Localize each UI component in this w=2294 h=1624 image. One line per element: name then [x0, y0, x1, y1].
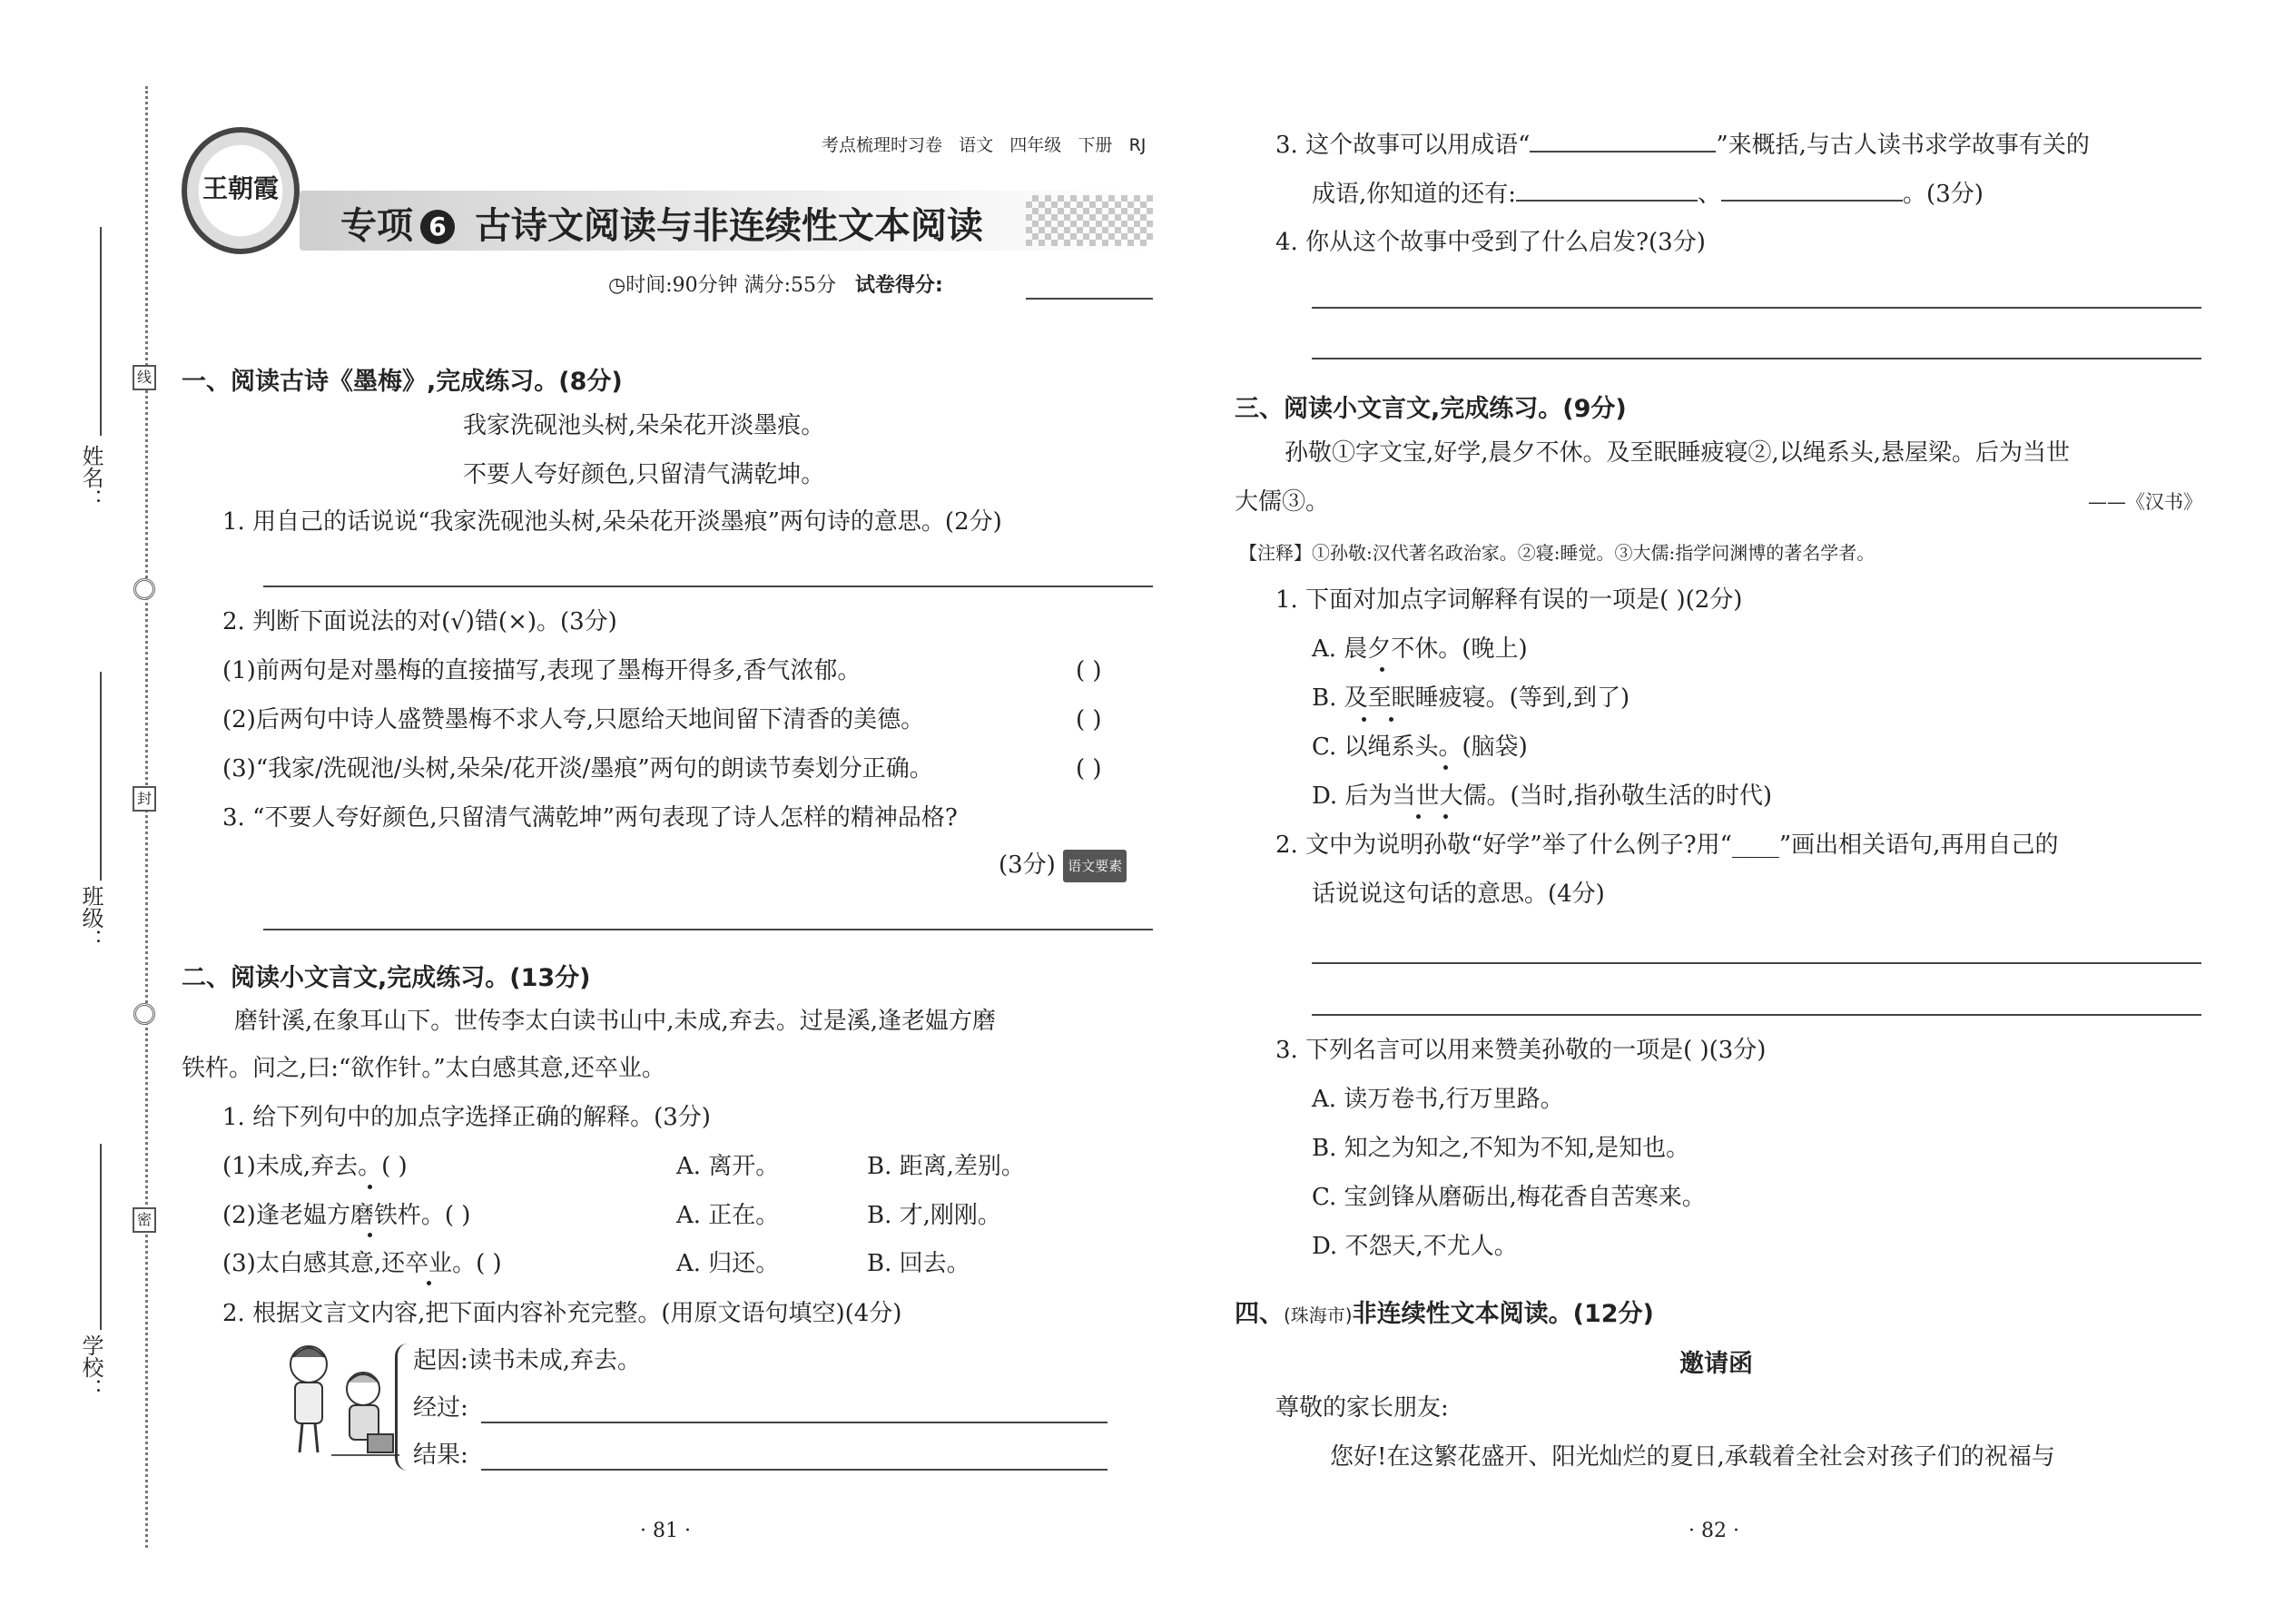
- letter-greeting: 尊敬的家长朋友:: [1275, 1394, 1449, 1422]
- s2-question-2: 2. 根据文言文内容,把下面内容补充完整。(用原文语句填空)(4分): [222, 1300, 902, 1327]
- s3-q3-option-c[interactable]: C. 宝剑锋从磨砺出,梅花香自苦寒来。: [1312, 1184, 1706, 1211]
- answer-line[interactable]: [1312, 307, 2201, 309]
- judge-1: (1)前两句是对墨梅的直接描写,表现了墨梅开得多,香气浓郁。: [222, 657, 861, 684]
- s3-q3-option-a[interactable]: A. 读万卷书,行万里路。: [1312, 1086, 1564, 1113]
- page-title: 专项 6 古诗文阅读与非连续性文本阅读: [340, 205, 983, 247]
- idiom-blank-3: [1721, 178, 1903, 202]
- s3-passage-1: 孙敬①字文宝,好学,晨夕不休。及至眠睡疲寝②,以绳系头,悬屋梁。后为当世: [1285, 439, 2071, 467]
- s3-source: ——《汉书》: [2088, 491, 2202, 513]
- header-meta: 考点梳理时习卷 语文 四年级 下册 RJ: [822, 135, 1147, 155]
- s2-passage-1: 磨针溪,在象耳山下。世传李太白读书山中,未成,弃去。过是溪,逢老媪方磨: [234, 1008, 997, 1035]
- judge-1-paren[interactable]: ( ): [1076, 657, 1102, 684]
- s3-q1-option-b[interactable]: B. 及至眠睡疲寝。(等到,到了): [1312, 684, 1630, 712]
- letter-title: 邀请函: [1679, 1350, 1753, 1378]
- s3-question-3: 3. 下列名言可以用来赞美孙敬的一项是( )(3分): [1275, 1037, 1767, 1064]
- s3-note: 【注释】①孙敬:汉代著名政治家。②寝:睡觉。③大儒:指学问渊博的著名学者。: [1239, 542, 1876, 564]
- s3-question-1: 1. 下面对加点字词解释有误的一项是( )(2分): [1275, 586, 1743, 614]
- s3-question-2: 2. 文中为说明孙敬“好学”举了什么例子?用“____”画出相关语句,再用自己的: [1275, 832, 2059, 859]
- s3-q1-option-a[interactable]: A. 晨夕不休。(晚上): [1312, 635, 1528, 663]
- s1-q3-score: (3分) 语文要素: [999, 850, 1127, 882]
- class-label: 班级：: [78, 885, 103, 950]
- s3-q1-option-d[interactable]: D. 后为当世大儒。(当时,指孙敬生活的时代): [1312, 782, 1773, 810]
- s2-item-2-a[interactable]: A. 正在。: [676, 1202, 780, 1229]
- fill-result-blank[interactable]: [481, 1469, 1108, 1471]
- seal-feng: 封: [133, 786, 156, 812]
- answer-line[interactable]: [263, 586, 1153, 587]
- children-reading-illustration: [268, 1339, 404, 1466]
- binding-hole-icon: [133, 1003, 155, 1025]
- s3-q3-option-b[interactable]: B. 知之为知之,不知为不知,是知也。: [1312, 1135, 1690, 1162]
- page-number-left: · 81 ·: [640, 1520, 691, 1542]
- binding-dotted-line: [145, 86, 148, 1548]
- s2-item-2-b[interactable]: B. 才,刚刚。: [867, 1202, 1001, 1229]
- s2-item-1-b[interactable]: B. 距离,差别。: [867, 1153, 1025, 1180]
- s3-q1-option-c[interactable]: C. 以绳系头。(脑袋): [1312, 733, 1528, 761]
- bracket: [395, 1343, 408, 1471]
- emphasis-dot: [1362, 717, 1366, 722]
- fill-process-label: 经过:: [413, 1394, 468, 1422]
- fill-process-blank[interactable]: [481, 1422, 1108, 1423]
- emphasis-dot: [368, 1185, 372, 1189]
- title-decoration: [1026, 195, 1153, 246]
- s2-question-1: 1. 给下列句中的加点字选择正确的解释。(3分): [222, 1104, 711, 1131]
- s2-question-3-cont: 成语,你知道的还有: 、 。(3分): [1312, 178, 1984, 210]
- emphasis-dot: [1443, 814, 1448, 819]
- answer-line[interactable]: [263, 929, 1153, 930]
- answer-line[interactable]: [1312, 358, 2201, 359]
- emphasis-dot: [1416, 814, 1421, 819]
- name-field[interactable]: [100, 227, 102, 436]
- page-number-right: · 82 ·: [1689, 1520, 1739, 1542]
- idiom-blank-2: [1516, 178, 1698, 202]
- answer-line[interactable]: [1312, 962, 2201, 964]
- s2-item-3-b[interactable]: B. 回去。: [867, 1250, 970, 1277]
- s3-question-2-cont: 话说说这句话的意思。(4分): [1312, 881, 1605, 908]
- class-field[interactable]: [100, 672, 102, 881]
- score-blank[interactable]: [1026, 298, 1153, 300]
- emphasis-dot: [1380, 667, 1384, 672]
- name-label: 姓名：: [78, 445, 103, 510]
- section-2-heading: 二、阅读小文言文,完成练习。(13分): [182, 964, 591, 992]
- emphasis-dot: [1389, 717, 1393, 722]
- binding-hole-icon: [133, 578, 155, 600]
- s3-q3-option-d[interactable]: D. 不怨天,不尤人。: [1312, 1233, 1518, 1260]
- answer-line[interactable]: [1312, 1014, 2201, 1016]
- s1-question-2: 2. 判断下面说法的对(√)错(×)。(3分): [222, 608, 617, 635]
- school-label: 学校：: [78, 1334, 103, 1400]
- judge-2: (2)后两句中诗人盛赞墨梅不求人夸,只愿给天地间留下清香的美德。: [222, 706, 925, 733]
- s1-question-3: 3. “不要人夸好颜色,只留清气满乾坤”两句表现了诗人怎样的精神品格?: [222, 804, 958, 832]
- school-field[interactable]: [100, 1144, 102, 1330]
- s2-item-1: (1)未成,弃去。( ): [222, 1153, 408, 1180]
- s2-item-2: (2)逢老媪方磨铁杵。( ): [222, 1202, 471, 1229]
- judge-3: (3)“我家/洗砚池/头树,朵朵/花开淡/墨痕”两句的朗读节奏划分正确。: [222, 755, 933, 782]
- section-3-heading: 三、阅读小文言文,完成练习。(9分): [1235, 395, 1627, 423]
- skill-badge: 语文要素: [1063, 850, 1127, 882]
- s2-item-3: (3)太白感其意,还卒业。( ): [222, 1250, 502, 1277]
- idiom-blank: [1530, 129, 1716, 153]
- section-4-heading: 四、(珠海市)非连续性文本阅读。(12分): [1235, 1300, 1654, 1328]
- s1-question-1: 1. 用自己的话说说“我家洗砚池头树,朵朵花开淡墨痕”两句诗的意思。(2分): [222, 508, 1002, 536]
- emphasis-dot: [1443, 765, 1448, 770]
- time-info: ◷时间:90分钟 满分:55分 试卷得分:: [608, 274, 943, 297]
- fill-cause: 起因:读书未成,弃去。: [413, 1347, 642, 1374]
- judge-2-paren[interactable]: ( ): [1076, 706, 1102, 733]
- s3-passage-2: 大儒③。: [1235, 488, 1330, 516]
- fill-result-label: 结果:: [413, 1442, 468, 1469]
- poem-line-2: 不要人夸好颜色,只留清气满乾坤。: [463, 461, 825, 488]
- section-1-heading: 一、阅读古诗《墨梅》,完成练习。(8分): [182, 368, 623, 396]
- brand-logo: 王朝霞: [182, 127, 300, 254]
- emphasis-dot: [368, 1233, 372, 1237]
- letter-body: 您好!在这繁花盛开、阳光灿烂的夏日,承载着全社会对孩子们的祝福与: [1330, 1443, 2055, 1471]
- judge-3-paren[interactable]: ( ): [1076, 755, 1102, 782]
- s2-passage-2: 铁杵。问之,曰:“欲作针。”太白感其意,还卒业。: [182, 1055, 665, 1082]
- s2-question-4: 4. 你从这个故事中受到了什么启发?(3分): [1275, 229, 1706, 256]
- seal-xian: 线: [133, 365, 156, 390]
- s2-item-1-a[interactable]: A. 离开。: [676, 1153, 780, 1180]
- emphasis-dot: [427, 1281, 431, 1285]
- poem-line-1: 我家洗砚池头树,朵朵花开淡墨痕。: [463, 412, 825, 439]
- s2-item-3-a[interactable]: A. 归还。: [676, 1250, 780, 1277]
- s2-question-3: 3. 这个故事可以用成语“ ”来概括,与古人读书求学故事有关的: [1275, 129, 2090, 161]
- seal-mi: 密: [133, 1207, 156, 1233]
